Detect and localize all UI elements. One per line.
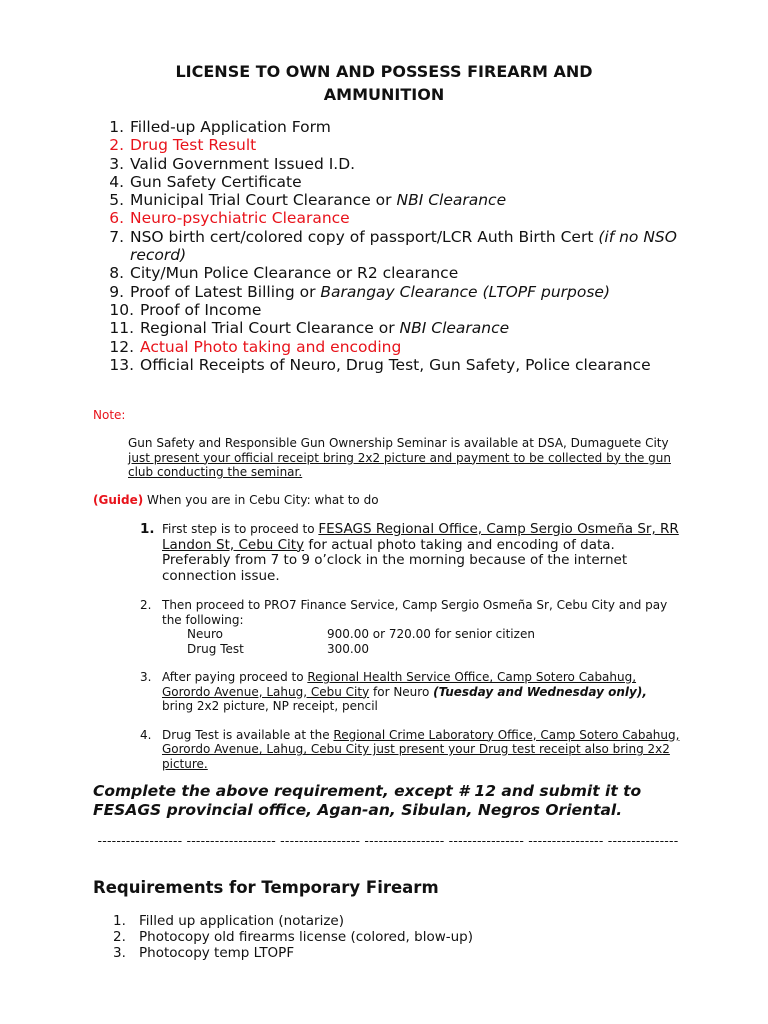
fee-value: 300.00	[327, 641, 369, 656]
item-text-part: Proof of Latest Billing or	[130, 282, 321, 301]
item-text: Actual Photo taking and encoding	[140, 337, 402, 356]
dashed-separator: ------------------ ------------------- ----------------- ----------------- ---------------- ---------------- ---------------	[97, 833, 679, 848]
item-text	[124, 191, 506, 209]
step-schedule: (Tuesday and Wednesday only),	[433, 684, 647, 699]
item-text-italic: NBI Clearance	[396, 191, 507, 210]
item-number: 3.	[109, 154, 124, 173]
item-text: Filled up application (notarize)	[139, 913, 344, 929]
item-text: City/Mun Police Clearance or R2 clearance	[130, 264, 459, 283]
submission-instruction: Complete the above requirement, except # 12 and submit it to FESAGS provincial office, Agan-an, Sibulan, Negros Oriental.	[93, 782, 642, 819]
list-item	[140, 598, 680, 656]
item-text-part: Regional Trial Court Clearance or	[140, 319, 400, 338]
fee-label: Drug Test	[187, 641, 244, 656]
fee-row	[162, 627, 680, 642]
item-text: Photocopy old firearms license (colored, blow-up)	[139, 929, 474, 945]
list-item	[100, 264, 700, 282]
item-number: 10.	[109, 300, 134, 319]
item-text: Proof of Income	[140, 300, 262, 319]
list-item	[113, 913, 473, 929]
list-item	[100, 155, 700, 173]
item-text-italic: (if no NSO record)	[130, 227, 677, 265]
list-item	[140, 670, 680, 714]
item-text	[134, 319, 509, 337]
page-title	[100, 60, 668, 106]
step-number: 1.	[140, 521, 155, 537]
item-number: 7.	[109, 227, 124, 246]
step-text	[162, 728, 680, 772]
step-number: 2.	[140, 598, 152, 612]
item-text-part: NSO birth cert/colored copy of passport/LCR Auth Birth Cert	[130, 227, 599, 246]
note-label: Note:	[93, 408, 126, 422]
note-text	[128, 436, 678, 480]
item-number: 5.	[109, 191, 124, 210]
note-text-part: Gun Safety and Responsible Gun Ownership Seminar is available at DSA, Dumaguete City	[128, 436, 669, 450]
fee-value: 900.00 or 720.00 for senior citizen	[327, 627, 535, 641]
step-text-part: bring 2x2 picture, NP receipt, pencil	[162, 699, 378, 713]
list-item	[100, 228, 700, 265]
step-text-part: for actual photo taking and encoding of data. Preferably from 7 to 9 o’clock in the morning because of the internet connection issue.	[162, 536, 628, 584]
fee-row	[162, 642, 680, 657]
item-number: 2.	[109, 136, 124, 155]
fee-label: Neuro	[187, 627, 223, 641]
item-text: Neuro-psychiatric Clearance	[130, 209, 350, 228]
step-location: Regional Crime Laboratory Office, Camp Sotero Cabahug, Gorordo Avenue, Lahug, Cebu City just present your Drug test receipt also bring 2x2 picture.	[162, 727, 680, 771]
step-text-part: After paying proceed to	[162, 670, 308, 684]
item-number: 1.	[109, 118, 124, 136]
guide-text: When you are in Cebu City: what to do	[143, 493, 379, 507]
step-text	[162, 522, 680, 584]
item-text: Filled-up Application Form	[130, 118, 331, 136]
note-text-underlined: just present your official receipt bring 2x2 picture and payment to be collected by the gun club conducting the seminar.	[128, 450, 671, 479]
list-item	[140, 728, 680, 772]
list-item	[100, 136, 700, 154]
temporary-requirements-list	[113, 913, 473, 961]
item-text	[124, 283, 610, 301]
item-number: 13.	[109, 355, 134, 374]
item-text: Valid Government Issued I.D.	[130, 154, 356, 173]
item-number: 9.	[109, 282, 124, 301]
step-text-part: Then proceed to PRO7 Finance Service, Camp Sergio Osmeña Sr, Cebu City and pay the following:	[162, 598, 668, 627]
list-item	[100, 173, 700, 191]
list-item	[100, 209, 700, 227]
item-text-part: Municipal Trial Court Clearance or	[130, 191, 397, 210]
list-item	[100, 338, 700, 356]
list-item	[100, 118, 700, 136]
item-number: 8.	[109, 264, 124, 283]
item-text: Drug Test Result	[130, 136, 257, 155]
step-text-part: First step is to proceed to	[162, 522, 319, 536]
title-line-2: AMMUNITION	[323, 85, 445, 104]
item-text	[124, 228, 700, 265]
step-location: FESAGS Regional Office, Camp Sergio Osmeña Sr, RR Landon St, Cebu City	[162, 521, 679, 553]
list-item	[100, 283, 700, 301]
item-text: Gun Safety Certificate	[130, 172, 302, 191]
item-number: 12.	[109, 337, 134, 356]
list-item	[113, 929, 473, 945]
list-item	[100, 301, 700, 319]
guide-label: (Guide)	[93, 493, 144, 507]
list-item	[113, 945, 473, 961]
list-item	[100, 356, 700, 374]
list-item	[140, 522, 680, 584]
requirements-list	[100, 118, 700, 374]
step-text	[162, 598, 680, 656]
step-text	[162, 670, 680, 714]
title-line-1: LICENSE TO OWN AND POSSESS FIREARM AND	[175, 62, 593, 81]
item-number: 11.	[109, 319, 134, 338]
item-number: 2.	[113, 929, 126, 945]
step-text-part: for Neuro	[369, 684, 434, 699]
section-heading: Requirements for Temporary Firearm	[93, 878, 439, 897]
list-item	[100, 319, 700, 337]
item-text-italic: Barangay Clearance (LTOPF purpose)	[320, 282, 611, 301]
item-number: 4.	[109, 172, 124, 191]
item-number: 6.	[109, 209, 124, 228]
item-text: Photocopy temp LTOPF	[139, 945, 295, 961]
guide-line	[93, 493, 379, 507]
step-text-part: Drug Test is available at the	[162, 727, 334, 742]
item-number: 1.	[113, 913, 126, 929]
item-text: Official Receipts of Neuro, Drug Test, Gun Safety, Police clearance	[140, 355, 651, 374]
list-item	[100, 191, 700, 209]
step-number: 3.	[140, 670, 152, 684]
step-location: Regional Health Service Office, Camp Sotero Cabahug, Gorordo Avenue, Lahug, Cebu City	[162, 670, 637, 699]
item-text-italic: NBI Clearance	[399, 319, 510, 338]
step-number: 4.	[140, 727, 152, 742]
item-number: 3.	[113, 945, 126, 961]
guide-steps	[140, 522, 680, 785]
